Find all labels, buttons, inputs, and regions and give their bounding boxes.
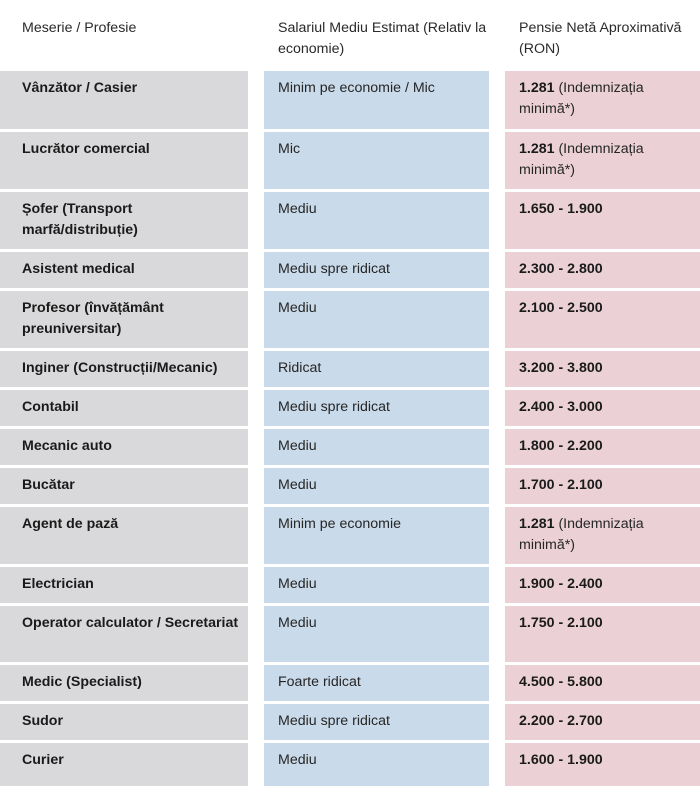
salary-cell: Mediu spre ridicat <box>278 712 390 729</box>
pension-cell <box>505 604 700 663</box>
table-row <box>0 190 700 250</box>
profession-cell: Șofer (Transport marfă/distribuție) <box>22 200 138 238</box>
salary-cell: Mediu <box>278 299 317 316</box>
table-row <box>0 565 700 604</box>
pension-value: 1.281 <box>519 515 555 532</box>
pension-value: 4.500 - 5.800 <box>519 673 603 690</box>
profession-cell: Vânzător / Casier <box>22 80 138 96</box>
pension-value: 3.200 - 3.800 <box>519 359 603 376</box>
table-row <box>0 349 700 388</box>
table-row <box>0 604 700 663</box>
pension-cell <box>505 427 700 466</box>
salary-cell: Mediu <box>278 437 317 454</box>
salary-cell: Mediu <box>278 200 317 217</box>
table-row <box>0 71 700 130</box>
pension-cell <box>505 565 700 604</box>
pension-cell <box>505 130 700 190</box>
header-salary: Salariul Mediu Estimat (Relativ la economie) <box>264 0 505 71</box>
salary-cell: Mediu <box>278 575 317 592</box>
profession-cell: Operator calculator / Secretariat <box>22 614 239 631</box>
profession-cell: Mecanic auto <box>22 437 112 454</box>
pension-value: 1.600 - 1.900 <box>519 751 603 768</box>
salary-cell: Mic <box>278 140 301 157</box>
header-pension: Pensie Netă Aproximativă (RON) <box>505 0 700 71</box>
profession-cell: Bucătar <box>22 476 75 493</box>
pension-value: 2.300 - 2.800 <box>519 260 603 277</box>
salary-cell: Mediu spre ridicat <box>278 398 390 415</box>
pension-note: (Indemnizația minimă*) <box>519 80 644 117</box>
table-row <box>0 466 700 505</box>
pension-cell <box>505 505 700 565</box>
profession-cell: Sudor <box>22 712 63 729</box>
pension-value: 2.200 - 2.700 <box>519 712 603 729</box>
profession-cell: Medic (Specialist) <box>22 673 142 690</box>
table-row <box>0 663 700 702</box>
pension-cell <box>505 702 700 741</box>
table-row <box>0 250 700 289</box>
pension-note: (Indemnizația minimă*) <box>519 515 644 553</box>
profession-cell: Asistent medical <box>22 260 135 277</box>
profession-cell: Profesor (învățământ preuniversitar) <box>22 299 164 337</box>
table-row <box>0 505 700 565</box>
salary-cell: Minim pe economie <box>278 515 402 532</box>
salary-cell: Mediu <box>278 614 317 631</box>
pension-value: 1.281 <box>519 80 555 96</box>
profession-cell: Electrician <box>22 575 94 592</box>
profession-cell: Contabil <box>22 398 79 415</box>
profession-cell: Inginer (Construcții/Mecanic) <box>22 359 218 376</box>
salary-cell: Mediu <box>278 751 317 768</box>
header-profession: Meserie / Profesie <box>0 0 264 71</box>
table-body <box>0 71 700 779</box>
table-row <box>0 741 700 779</box>
pension-value: 1.281 <box>519 140 555 157</box>
pension-cell <box>505 741 700 779</box>
pension-cell <box>505 71 700 130</box>
pension-value: 1.800 - 2.200 <box>519 437 603 454</box>
pension-cell <box>505 349 700 388</box>
salary-cell: Ridicat <box>278 359 322 376</box>
table-header <box>0 0 700 71</box>
pension-cell <box>505 663 700 702</box>
salary-cell: Mediu spre ridicat <box>278 260 390 277</box>
pension-cell <box>505 388 700 427</box>
profession-cell: Curier <box>22 751 64 768</box>
pension-value: 1.900 - 2.400 <box>519 575 603 592</box>
table-row <box>0 289 700 349</box>
salary-cell: Foarte ridicat <box>278 673 361 690</box>
pension-cell <box>505 289 700 349</box>
pension-cell <box>505 466 700 505</box>
table-row <box>0 388 700 427</box>
pension-value: 1.750 - 2.100 <box>519 614 603 631</box>
table-row <box>0 427 700 466</box>
pension-cell <box>505 250 700 289</box>
pension-cell <box>505 190 700 250</box>
salary-cell: Minim pe economie / Mic <box>278 80 435 96</box>
profession-cell: Agent de pază <box>22 515 119 532</box>
pension-note: (Indemnizația minimă*) <box>519 140 644 178</box>
pension-value: 1.650 - 1.900 <box>519 200 603 217</box>
profession-cell: Lucrător comercial <box>22 140 150 157</box>
salary-cell: Mediu <box>278 476 317 493</box>
pension-value: 1.700 - 2.100 <box>519 476 603 493</box>
table-row <box>0 702 700 741</box>
pension-value: 2.100 - 2.500 <box>519 299 603 316</box>
pension-value: 2.400 - 3.000 <box>519 398 603 415</box>
table-row <box>0 130 700 190</box>
